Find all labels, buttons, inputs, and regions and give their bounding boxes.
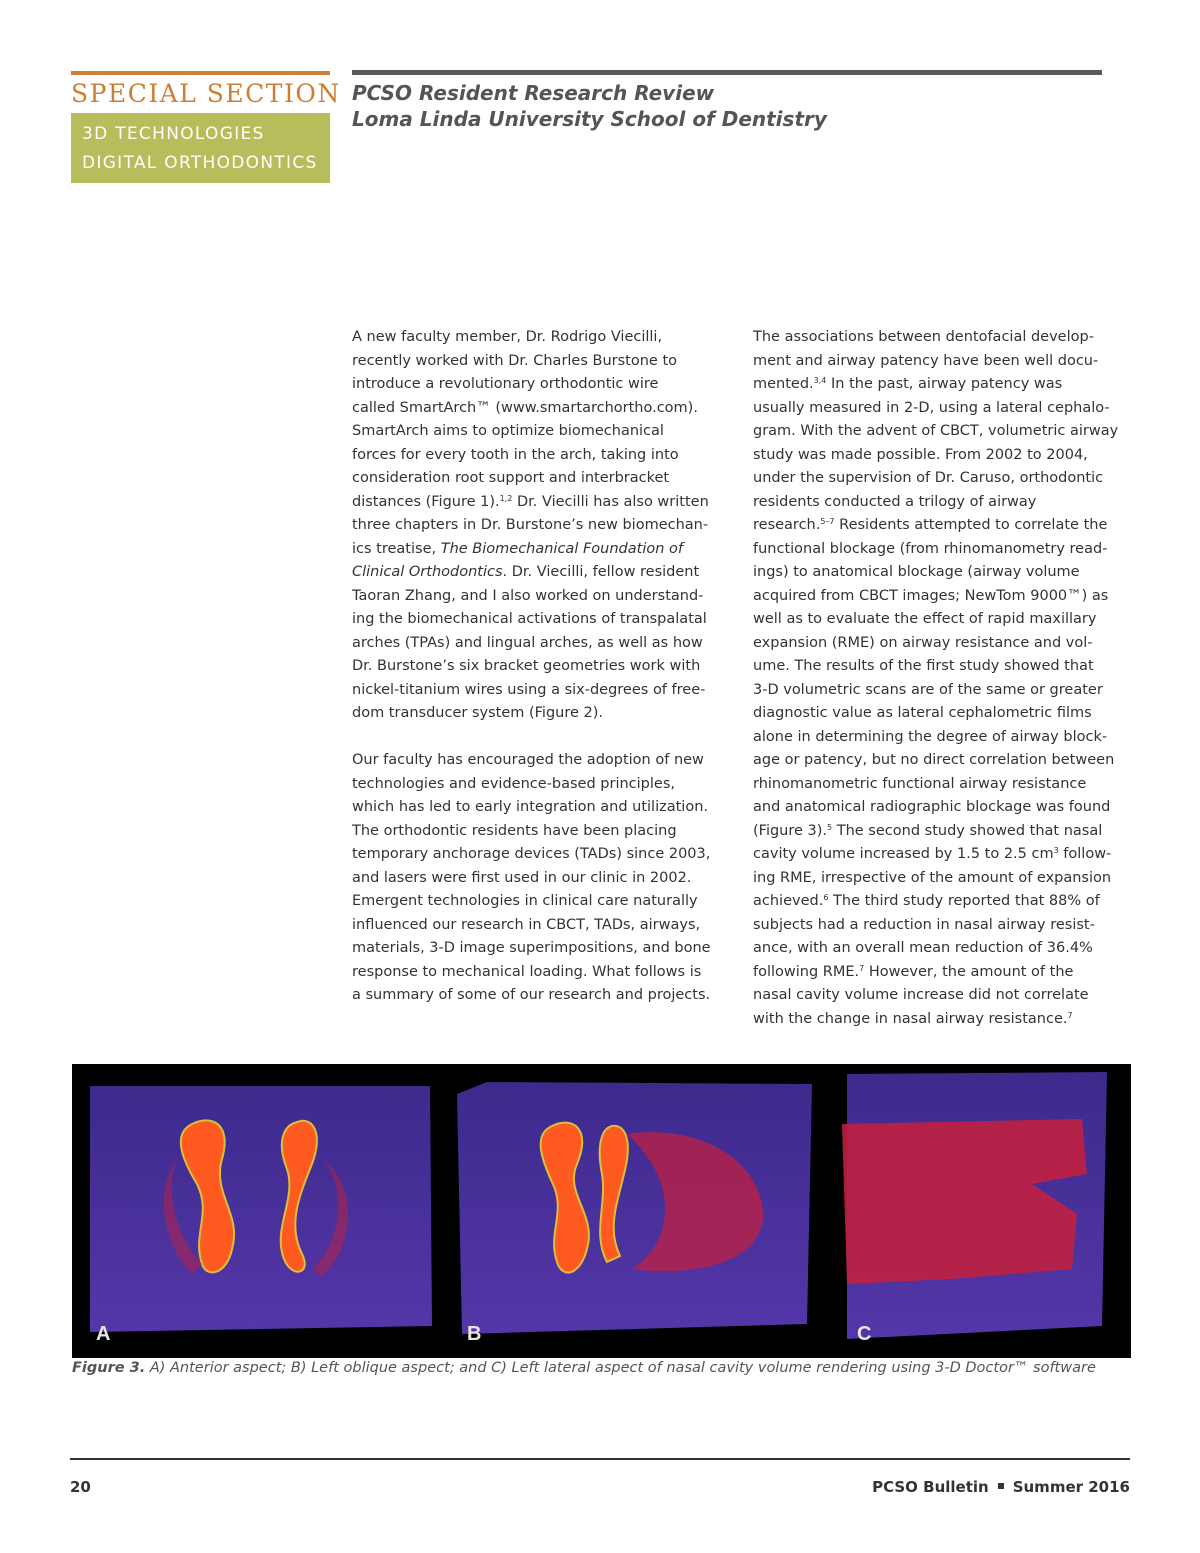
text-segment: ing RME, irrespective of the amount of expansion (753, 869, 1112, 886)
text-line (753, 444, 1133, 468)
text-segment: expansion (RME) on airway resistance and vol- (753, 634, 1093, 651)
text-segment: (Figure 3). (753, 822, 828, 839)
text-segment: rhinomanometric functional airway resistance (753, 775, 1087, 792)
text-segment: However, the amount of the (864, 963, 1074, 980)
citation: 7 (1067, 1010, 1073, 1020)
text-segment: ment and airway patency have been well docu- (753, 352, 1099, 369)
page-number: 20 (70, 1478, 91, 1496)
caption-text: A) Anterior aspect; B) Left oblique aspect; and C) Left lateral aspect of nasal cavity volume rendering using 3-D Doctor™ software (145, 1360, 1096, 1376)
text-segment: and anatomical radiographic blockage was found (753, 799, 1111, 815)
text-line (352, 843, 732, 867)
text-segment: a summary of some of our research and projects. (352, 987, 711, 1003)
text-segment: Taoran Zhang, and I also worked on understand- (352, 587, 704, 604)
text-segment: recently worked with Dr. Charles Burstone to (352, 352, 678, 369)
review-title: PCSO Resident Research Review (352, 81, 715, 105)
text-line (352, 514, 732, 538)
text-segment: usually measured in 2-D, using a lateral cephalo- (753, 399, 1110, 416)
text-line (753, 773, 1133, 797)
text-segment: ume. The results of the first study showed that (753, 658, 1094, 674)
text-line (753, 843, 1133, 867)
text-segment: nickel-titanium wires using a six-degrees of free- (352, 681, 706, 698)
text-line (753, 350, 1133, 374)
text-segment: Residents attempted to correlate the (834, 517, 1108, 533)
text-line (753, 961, 1133, 985)
text-segment: cavity volume increased by 1.5 to 2.5 cm (753, 846, 1054, 862)
school-name: Loma Linda University School of Dentistry (352, 107, 827, 131)
text-segment: gram. With the advent of CBCT, volumetric airway (753, 423, 1119, 439)
review-title-block (352, 80, 827, 132)
text-segment: Dr. Viecilli has also written (512, 493, 709, 510)
text-segment: The third study reported that 88% of (828, 893, 1100, 909)
text-segment: functional blockage (from rhinomanometry read- (753, 540, 1108, 557)
text-segment: The second study showed that nasal (832, 822, 1103, 839)
text-segment: achieved. (753, 893, 824, 909)
panel-a (90, 1086, 432, 1332)
book-title: The Biomechanical Foundation of (440, 540, 683, 557)
text-segment: ics treatise, (352, 540, 441, 557)
text-segment: which has led to early integration and utilization. (352, 799, 708, 815)
special-section-label: SPECIAL SECTION (71, 79, 341, 108)
text-segment: diagnostic value as lateral cephalometric films (753, 705, 1092, 721)
text-line (352, 773, 732, 797)
citation: 6 (823, 893, 829, 902)
text-segment: distances (Figure 1). (352, 493, 500, 510)
text-line (352, 491, 732, 515)
text-line (352, 749, 732, 773)
text-line (753, 514, 1133, 538)
text-line (753, 397, 1133, 421)
text-line (352, 890, 732, 914)
left-text-column (352, 326, 732, 1008)
text-line (352, 820, 732, 844)
citation: 5–7 (820, 517, 835, 526)
nasal-cavity-renderings (72, 1064, 1131, 1358)
text-line (753, 726, 1133, 750)
text-segment: Our faculty has encouraged the adoption of new (352, 752, 704, 768)
text-segment: arches (TPAs) and lingual arches, as well as how (352, 634, 703, 651)
text-segment: dom transducer system (Figure 2). (352, 705, 604, 721)
text-line (352, 984, 732, 1008)
text-line (753, 538, 1133, 562)
text-line (753, 749, 1133, 773)
text-line (352, 679, 732, 703)
text-segment: technologies and evidence-based principles, (352, 775, 675, 792)
text-line (753, 561, 1133, 585)
text-segment: temporary anchorage devices (TADs) since 2003, (352, 846, 711, 862)
figure-3 (72, 1064, 1131, 1358)
text-segment: SmartArch aims to optimize biomechanical (352, 423, 664, 439)
text-line (352, 561, 732, 585)
citation: 7 (859, 963, 865, 973)
text-line (753, 467, 1133, 491)
text-line (753, 585, 1133, 609)
publication-info (872, 1478, 1130, 1496)
text-line (352, 961, 732, 985)
section-topics-box (71, 113, 330, 183)
text-segment: subjects had a reduction in nasal airway resist- (753, 916, 1095, 933)
text-line (352, 937, 732, 961)
text-segment: acquired from CBCT images; NewTom 9000™) as (753, 587, 1109, 604)
text-line (753, 796, 1133, 820)
text-segment: alone in determining the degree of airway block- (753, 728, 1108, 745)
text-line (352, 585, 732, 609)
text-segment: . Dr. Viecilli, fellow resident (502, 564, 700, 580)
text-segment: The associations between dentofacial develop- (753, 329, 1094, 345)
text-line (753, 702, 1133, 726)
text-segment: consideration root support and interbracket (352, 470, 670, 486)
text-segment: ing the biomechanical activations of transpalatal (352, 611, 707, 627)
text-segment: The orthodontic residents have been placing (352, 822, 677, 839)
citation: 5 (827, 822, 833, 832)
text-line (753, 608, 1133, 632)
text-line (753, 890, 1133, 914)
text-line (753, 679, 1133, 703)
text-segment: following RME. (753, 963, 860, 980)
text-segment: with the change in nasal airway resistance. (753, 1010, 1068, 1027)
text-line (352, 914, 732, 938)
text-line (352, 867, 732, 891)
text-segment: under the supervision of Dr. Caruso, orthodontic (753, 470, 1104, 486)
citation: 3,4 (813, 376, 827, 385)
panel-label-b: B (467, 1323, 482, 1345)
text-segment: introduce a revolutionary orthodontic wire (352, 376, 659, 392)
text-line (352, 632, 732, 656)
footer-rule (70, 1458, 1130, 1460)
publication-name: PCSO Bulletin (872, 1478, 989, 1496)
text-line (352, 538, 732, 562)
text-line (352, 350, 732, 374)
text-line (352, 326, 732, 350)
citation: 1,2 (499, 493, 513, 503)
text-segment: follow- (1058, 846, 1112, 862)
text-line (753, 373, 1133, 397)
text-segment: research. (753, 517, 821, 533)
text-line (753, 937, 1133, 961)
text-line (753, 1008, 1133, 1032)
text-line (352, 397, 732, 421)
text-segment: nasal cavity volume increase did not correlate (753, 987, 1089, 1003)
text-segment: forces for every tooth in the arch, taking into (352, 446, 679, 463)
text-line (753, 820, 1133, 844)
section-topic: DIGITAL ORTHODONTICS (82, 153, 318, 173)
panel-label-a: A (96, 1323, 111, 1345)
special-section-rule (71, 71, 330, 75)
text-line (352, 420, 732, 444)
text-segment: response to mechanical loading. What follows is (352, 963, 702, 980)
text-line (753, 914, 1133, 938)
text-segment: and lasers were first used in our clinic in 2002. (352, 869, 692, 886)
header-rule (352, 70, 1102, 75)
text-line (753, 867, 1133, 891)
text-line (352, 702, 732, 726)
text-line (753, 984, 1133, 1008)
text-segment: influenced our research in CBCT, TADs, airways, (352, 916, 701, 933)
text-line (352, 796, 732, 820)
text-segment: ings) to anatomical blockage (airway volume (753, 564, 1080, 580)
text-line (352, 655, 732, 679)
text-segment: A new faculty member, Dr. Rodrigo Viecilli, (352, 329, 663, 345)
text-line (753, 326, 1133, 350)
text-segment: In the past, airway patency was (826, 376, 1063, 392)
text-segment: materials, 3-D image superimpositions, and bone (352, 940, 711, 956)
text-segment: mented. (753, 376, 814, 392)
text-segment: called SmartArch™ (www.smartarchortho.com). (352, 399, 698, 416)
text-segment: well as to evaluate the effect of rapid maxillary (753, 611, 1097, 627)
text-segment: Emergent technologies in clinical care naturally (352, 893, 698, 909)
text-segment: three chapters in Dr. Burstone’s new biomechan- (352, 517, 709, 533)
text-line (753, 655, 1133, 679)
text-segment: 3-D volumetric scans are of the same or greater (753, 681, 1103, 698)
text-segment: residents conducted a trilogy of airway (753, 493, 1037, 510)
section-topic: 3D TECHNOLOGIES (82, 124, 265, 144)
right-text-column (753, 326, 1133, 1031)
panel-b (457, 1082, 812, 1334)
citation: 3 (1053, 846, 1059, 855)
book-title: Clinical Orthodontics (352, 564, 503, 580)
panel-label-c: C (857, 1323, 872, 1345)
caption-label: Figure 3. (72, 1360, 146, 1376)
text-line (753, 632, 1133, 656)
separator-icon (998, 1483, 1004, 1489)
text-line (753, 420, 1133, 444)
text-segment: study was made possible. From 2002 to 2004, (753, 446, 1088, 463)
text-line (352, 373, 732, 397)
text-line (352, 608, 732, 632)
text-segment: Dr. Burstone’s six bracket geometries work with (352, 658, 701, 674)
paragraph-gap (352, 726, 732, 750)
issue-date: Summer 2016 (1012, 1478, 1130, 1496)
text-segment: age or patency, but no direct correlation between (753, 752, 1115, 768)
text-segment: ance, with an overall mean reduction of 36.4% (753, 940, 1093, 956)
figure-caption (72, 1360, 1132, 1376)
text-line (352, 444, 732, 468)
text-line (352, 467, 732, 491)
text-line (753, 491, 1133, 515)
panel-c (842, 1072, 1107, 1339)
